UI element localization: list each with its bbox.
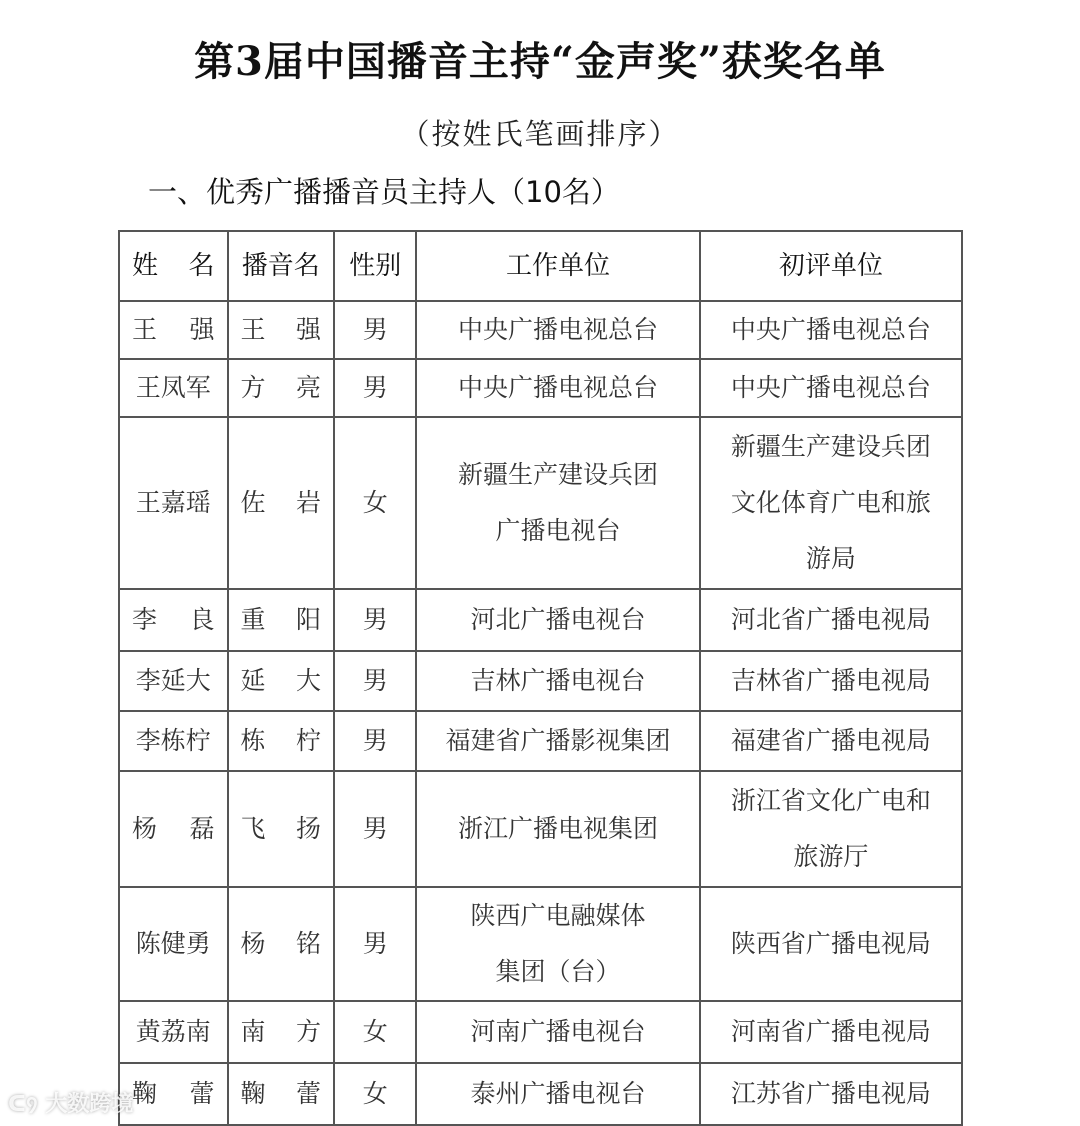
cell-work-unit: 陕西广电融媒体 集团（台） xyxy=(416,887,699,1001)
cell-name: 李 良 xyxy=(119,589,228,651)
cell-broadcast-name: 栋 柠 xyxy=(228,711,335,771)
cell-broadcast-name: 飞 扬 xyxy=(228,771,335,887)
table-row xyxy=(119,359,962,417)
cell-name: 陈健勇 xyxy=(119,887,228,1001)
cell-gender: 男 xyxy=(334,711,416,771)
cell-broadcast-name: 佐 岩 xyxy=(228,417,335,589)
cell-nominating-unit: 江苏省广播电视局 xyxy=(700,1063,962,1125)
cell-nominating-unit: 吉林省广播电视局 xyxy=(700,651,962,711)
cell-broadcast-name: 鞠 蕾 xyxy=(228,1063,335,1125)
table-row xyxy=(119,651,962,711)
cell-broadcast-name: 王 强 xyxy=(228,301,335,359)
header-name: 姓 名 xyxy=(119,231,228,301)
cell-broadcast-name: 重 阳 xyxy=(228,589,335,651)
table-row xyxy=(119,589,962,651)
cell-name: 王嘉瑶 xyxy=(119,417,228,589)
cell-name: 黄荔南 xyxy=(119,1001,228,1063)
table-row xyxy=(119,711,962,771)
cell-name: 李栋柠 xyxy=(119,711,228,771)
document-title: 第3届中国播音主持“金声奖”获奖名单 xyxy=(194,38,886,85)
cell-work-unit: 泰州广播电视台 xyxy=(416,1063,699,1125)
table-row xyxy=(119,887,962,1001)
cell-gender: 女 xyxy=(334,1001,416,1063)
cell-gender: 男 xyxy=(334,301,416,359)
table-row xyxy=(119,1001,962,1063)
cell-name: 王 强 xyxy=(119,301,228,359)
cell-name: 李延大 xyxy=(119,651,228,711)
cell-work-unit: 福建省广播影视集团 xyxy=(416,711,699,771)
cell-work-unit: 中央广播电视总台 xyxy=(416,359,699,417)
cell-nominating-unit: 中央广播电视总台 xyxy=(700,301,962,359)
cell-work-unit: 新疆生产建设兵团 广播电视台 xyxy=(416,417,699,589)
cell-gender: 女 xyxy=(334,417,416,589)
table-header-row xyxy=(119,231,962,301)
cell-work-unit: 吉林广播电视台 xyxy=(416,651,699,711)
cell-nominating-unit: 中央广播电视总台 xyxy=(700,359,962,417)
cell-name: 杨 磊 xyxy=(119,771,228,887)
cell-nominating-unit: 陕西省广播电视局 xyxy=(700,887,962,1001)
cell-gender: 男 xyxy=(334,651,416,711)
header-broadcast-name: 播音名 xyxy=(228,231,335,301)
cell-broadcast-name: 南 方 xyxy=(228,1001,335,1063)
table-body xyxy=(119,301,962,1125)
cell-gender: 男 xyxy=(334,589,416,651)
cell-gender: 女 xyxy=(334,1063,416,1125)
cell-work-unit: 河南广播电视台 xyxy=(416,1001,699,1063)
cell-nominating-unit: 新疆生产建设兵团 文化体育广电和旅 游局 xyxy=(700,417,962,589)
cell-broadcast-name: 延 大 xyxy=(228,651,335,711)
cell-name: 王凤军 xyxy=(119,359,228,417)
cell-work-unit: 河北广播电视台 xyxy=(416,589,699,651)
cell-nominating-unit: 河南省广播电视局 xyxy=(700,1001,962,1063)
cell-nominating-unit: 浙江省文化广电和 旅游厅 xyxy=(700,771,962,887)
cell-work-unit: 浙江广播电视集团 xyxy=(416,771,699,887)
section-heading: 一、优秀广播播音员主持人（10名） xyxy=(148,175,620,209)
watermark xyxy=(8,1080,133,1118)
cell-name: 鞠 蕾 xyxy=(119,1063,228,1125)
table-row xyxy=(119,417,962,589)
cell-nominating-unit: 河北省广播电视局 xyxy=(700,589,962,651)
awards-table xyxy=(118,230,963,1126)
cell-broadcast-name: 方 亮 xyxy=(228,359,335,417)
table-row xyxy=(119,1063,962,1125)
table-row xyxy=(119,301,962,359)
watermark-logo-icon: ᑕ᠀ xyxy=(8,1092,46,1117)
header-nominating-unit: 初评单位 xyxy=(700,231,962,301)
cell-gender: 男 xyxy=(334,887,416,1001)
cell-work-unit: 中央广播电视总台 xyxy=(416,301,699,359)
document-subtitle: （按姓氏笔画排序） xyxy=(400,117,680,151)
cell-gender: 男 xyxy=(334,771,416,887)
header-work-unit: 工作单位 xyxy=(416,231,699,301)
header-gender: 性别 xyxy=(334,231,416,301)
watermark-text: 大数跨境 xyxy=(45,1092,134,1117)
cell-broadcast-name: 杨 铭 xyxy=(228,887,335,1001)
table-row xyxy=(119,771,962,887)
cell-nominating-unit: 福建省广播电视局 xyxy=(700,711,962,771)
cell-gender: 男 xyxy=(334,359,416,417)
